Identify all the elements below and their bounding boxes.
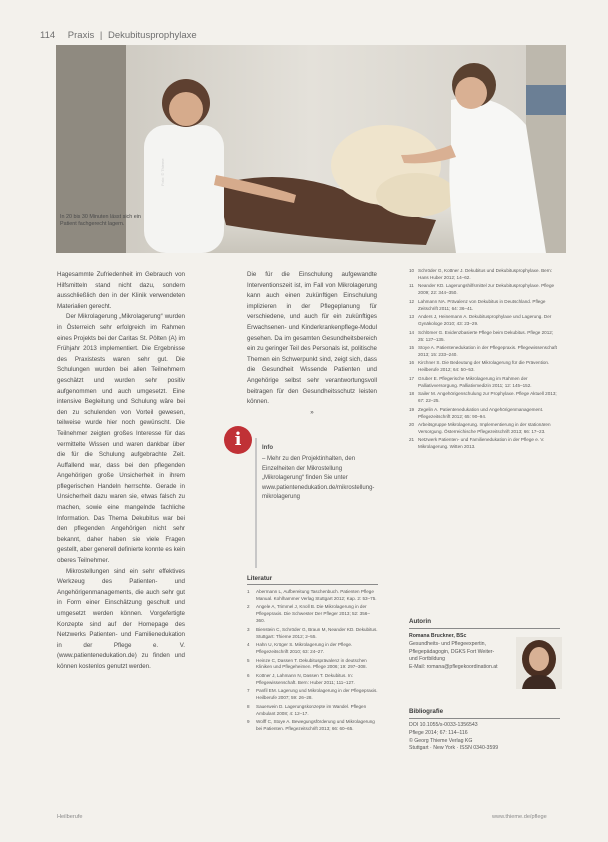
paragraph: Die für die Einschulung aufgewandte Interventionszeit ist, im Fall von Mikrolagerung kann auch einen zukünftigen Einschulung implizieren in der Pflegeplanung für verschiedene, und auch für ein zukünftiges Erwachsenen- und Kinderkrankenpflege-Modul gesehen. Da im gesamten Gesundheitsbereich ein zu geringer Teil des Personals ist, politische Themen ein Schwerpunkt sind, zeigt sich, dass die Gesundheit Wissende Patienten und Angehörige selbst sehr verantwortungsvoll beitragen für den Gesundheitsschutz leisten können. [247,271,377,406]
section-label: Praxis [67,30,95,41]
reference-item [247,642,378,656]
reference-text: Angele A, Trimmel J, Knoll B. Die Mikrolagerung in der Pflegepraxis. Die Schwester Der Pfleger 2013; 52: 356–360. [256,604,370,624]
reference-item [247,604,378,625]
reference-item [409,360,559,374]
bibliography-info [409,722,560,753]
reference-number: 10 [409,268,415,273]
reference-number: 13 [409,314,415,320]
reference-number: 12 [409,298,415,304]
reference-number: 14 [409,329,415,335]
author-portrait-illustration [516,637,562,689]
reference-text: Panfil EM. Lagerung und Mikrolagerung in der Pflegepraxis. Heilberufe 2007; 59: 26–28. [256,688,378,701]
reference-item [409,345,559,359]
reference-text: Arbeitsgruppe Mikrolagerung. Implementierung in der stationären Versorgung. Österreichische Pflegezeitschrift 2013; 66: 17–23. [418,422,551,434]
author-info [409,633,509,672]
reference-list-1 [247,589,378,805]
info-body: – Mehr zu den Projektinhalten, den Einzelheiten der Mikrostellung „Mikrolagerung“ finden Sie unter www.patientenedukation.de/mikrostellung-mikrolagerung [262,456,375,501]
reference-item [247,627,378,641]
reference-item [247,719,378,733]
reference-text: Neander KD. Lagerungshilfsmittel zur Dekubitusprophylaxe. Pflege 2009; 22: 344–350. [418,283,555,296]
reference-text: Anders J, Heinemann A. Dekubitusprophylaxe und Lagerung. Der Gynäkologe 2010; 43: 23–29. [418,314,552,327]
page-number: 114 [40,30,56,41]
reference-number: 11 [409,283,414,289]
footer-url: www.thieme.de/pflege [492,814,547,820]
topic-label: Dekubitusprophylaxe [107,30,197,41]
reference-number: 19 [409,406,415,412]
bibliography-line: © Georg Thieme Verlag KG [409,737,473,744]
literature-heading: Literatur [247,575,273,582]
reference-item [409,407,559,421]
reference-text: Kottner J, Lahmann N, Dassen T. Dekubitus. In: Pflegewissenschaft. Bern: Huber 2011; 111–127. [256,672,355,685]
author-rule [409,628,560,629]
reference-text: Zegelin A. Patientenedukation und Angehörigenmanagement. Pflegezeitschrift 2012; 65: 90–94. [418,406,544,419]
reference-number: 6 [247,672,250,678]
quote-end-mark: » [310,408,314,416]
author-line: Gesundheits- und Pflegeexpertin, [409,640,486,647]
reference-number: 5 [247,657,250,663]
reference-item [409,314,559,328]
author-name: Romana Bruckner, BSc [409,633,467,639]
reference-item [409,376,559,390]
reference-text: Hahn U, Kröger S. Mikrolagerung in der Pflege. Pflegezeitschrift 2010; 63: 24–27. [256,642,353,655]
reference-text: Heinze C, Dassen T. Dekubitusprävalenz in deutschen Kliniken und Pflegeheimen. Pflege 2006; 19: 297–308. [256,657,367,670]
footer-journal: Heilberufe [57,814,83,820]
author-portrait [516,637,562,689]
bibliography-line: Pflege 2014; 67: 114–116 [409,729,468,736]
reference-text: Lahmann NA. Prävalenz von Dekubitus in Deutschland. Pflege Zeitschrift 2011; 64: 36–41. [418,298,546,311]
literature-rule [247,584,378,585]
reference-number: 4 [247,642,250,648]
reference-item [409,268,559,282]
reference-number: 2 [247,604,250,610]
info-icon: i [224,426,252,454]
reference-number: 20 [409,422,415,428]
info-title: Info [262,445,273,451]
reference-item [409,299,559,313]
author-heading: Autorin [409,618,431,625]
reference-number: 18 [409,391,415,397]
bibliography-line: Stuttgart · New York · ISSN 0340-3599 [409,745,499,752]
reference-number: 21 [409,437,415,443]
info-box [262,444,375,502]
author-line: Pflegepädagogin, DGKS Fort Weiter- [409,648,495,655]
reference-item [247,688,378,702]
reference-item [247,673,378,687]
reference-text: Abermann L, Aufbereitung Taschenbuch. Patienten Pflege Manual. Kohlhammer Verlag Stuttgart 2012; Kap. 2: 53–75. [256,589,377,601]
reference-item [247,658,378,672]
reference-item [409,391,559,405]
reference-number: 7 [247,688,250,694]
reference-text: Schröder G, Kottner J. Dekubitus und Dekubitusprophylaxe. Bern: Hans Huber 2012; 14–62. [418,268,553,280]
reference-text: Sauerwein D. Lagerungskonzepte im Wandel. Pflegen Ambulant 2008; 4: 12–17. [256,703,367,716]
reference-number: 1 [247,589,250,594]
reference-item [247,589,378,603]
reference-item [247,704,378,718]
reference-text: Kirchner S. Die Bedeutung der Mikrolagerung für die Prävention. Heilberufe 2012; 64: 50–53. [418,360,550,373]
paragraph: Hagesammte Zufriedenheit im Gebrauch von Hilfsmitteln stand nicht dazu, sondern ausschließlich den in der Klinik verwendeten Materialien gerecht. [57,271,185,310]
photo-credit: Foto: © Thieme [160,158,165,186]
photo-caption: In 20 bis 30 Minuten lässt sich ein Patient fachgerecht lagern. [60,214,141,228]
bibliography-rule [409,718,560,719]
reference-number: 8 [247,703,250,709]
reference-text: Wolff C, Stoye A. Bewegungsförderung und Mikrolagerung bei Patienten. Pflegezeitschrift 2013; 66: 60–65. [256,719,375,732]
reference-item [409,283,559,297]
author-line: und Fortbildung [409,656,446,663]
body-column-2 [247,270,377,416]
reference-item [409,437,559,451]
reference-number: 3 [247,626,250,632]
reference-text: Schlömer G. Evidenzbasierte Pflege beim Dekubitus. Pflege 2012; 25: 127–135. [418,329,554,342]
running-header [40,30,197,41]
reference-item [409,330,559,344]
body-column-1 [57,270,185,798]
reference-number: 15 [409,345,415,351]
reference-text: Gruber E. Pflegerische Mikrolagerung im Rahmen der Palliativversorgung. Palliativmedizin 2011; 12: 145–152. [418,375,532,388]
reference-number: 17 [409,375,415,381]
paragraph: Mikrostellungen sind ein sehr effektives Werkzeug des Patienten- und Angehörigenmanagements, die auch sehr gut in Form einer Einschätzung geschult und umgesetzt werden können. Vorgefertigte Konzepte sind auf der Homepage des Netzwerks Patienten- und Familienedukation in der Pflege e. V. (www.patientenedukation.de) zu finden und können kostenlos genutzt werden. [57,567,185,670]
paragraph: Der Mikrolagerung „Mikrolagerung“ wurden in Österreich sehr erfolgreich im Rahmen eines Projekts bei der Caritas St. Pölten (A) im Frühjahr 2013 implementiert. Die Ergebnisse des Praxistests waren sehr gut. Die Schulungen wurden bei allen Teilnehmern geschätzt und wurden sehr positiv aufgenommen und auch umgesetzt. Eine intensive Begleitung und Schulung wäre bei den zu schulenden von Vorteil gewesen, teilweise wurde hier noch gewünscht. Die Teilnehmer zeigten großes Interesse für das vermittelte Wissen und waren dankbar über die für die Schulung aufgebrachte Zeit. Auffallend war, dass bei den pflegenden Angehörigen große Unsicherheit in ihrem pflegerischen Handeln herrschte. Gerade in Unsicherheit dazu waren sie, etwas falsch zu machen, sowie eine mangelnde fachliche Information. Das Thema Dekubitus war bei den pflegenden Angehörigen nicht sehr bekannt, daher haben sie viele Fragen gestellt, aber generell definierte konnte es kein oberes Teilnehmer. [57,313,185,565]
reference-number: 16 [409,360,415,366]
reference-number: 9 [247,719,250,725]
header-separator: | [99,30,103,41]
reference-list-2 [409,268,559,608]
bibliography-heading: Bibliografie [409,708,444,715]
reference-text: Sailer M. Angehörigenschulung zur Prophylaxe. Pflege Aktuell 2013; 67: 22–25. [418,391,557,404]
bibliography-line: DOI 10.1055/s-0033-1356543 [409,722,478,728]
reference-text: Netzwerk Patienten- und Familienedukation in der Pflege e. V. Mikrolagerung. Witten 2013. [418,437,545,450]
reference-text: Stoye A. Patientenedukation in der Pflegepraxis. Pflegewissenschaft 2013; 15: 233–240. [418,345,557,357]
info-divider [255,438,257,568]
reference-item [409,422,559,436]
author-email: E-Mail: romana@pflegekoordination.at [409,664,498,671]
reference-text: Bienstein C, Schröder G, Braun M, Neander KD. Dekubitus. Stuttgart: Thieme 2012; 2–55. [256,626,378,639]
